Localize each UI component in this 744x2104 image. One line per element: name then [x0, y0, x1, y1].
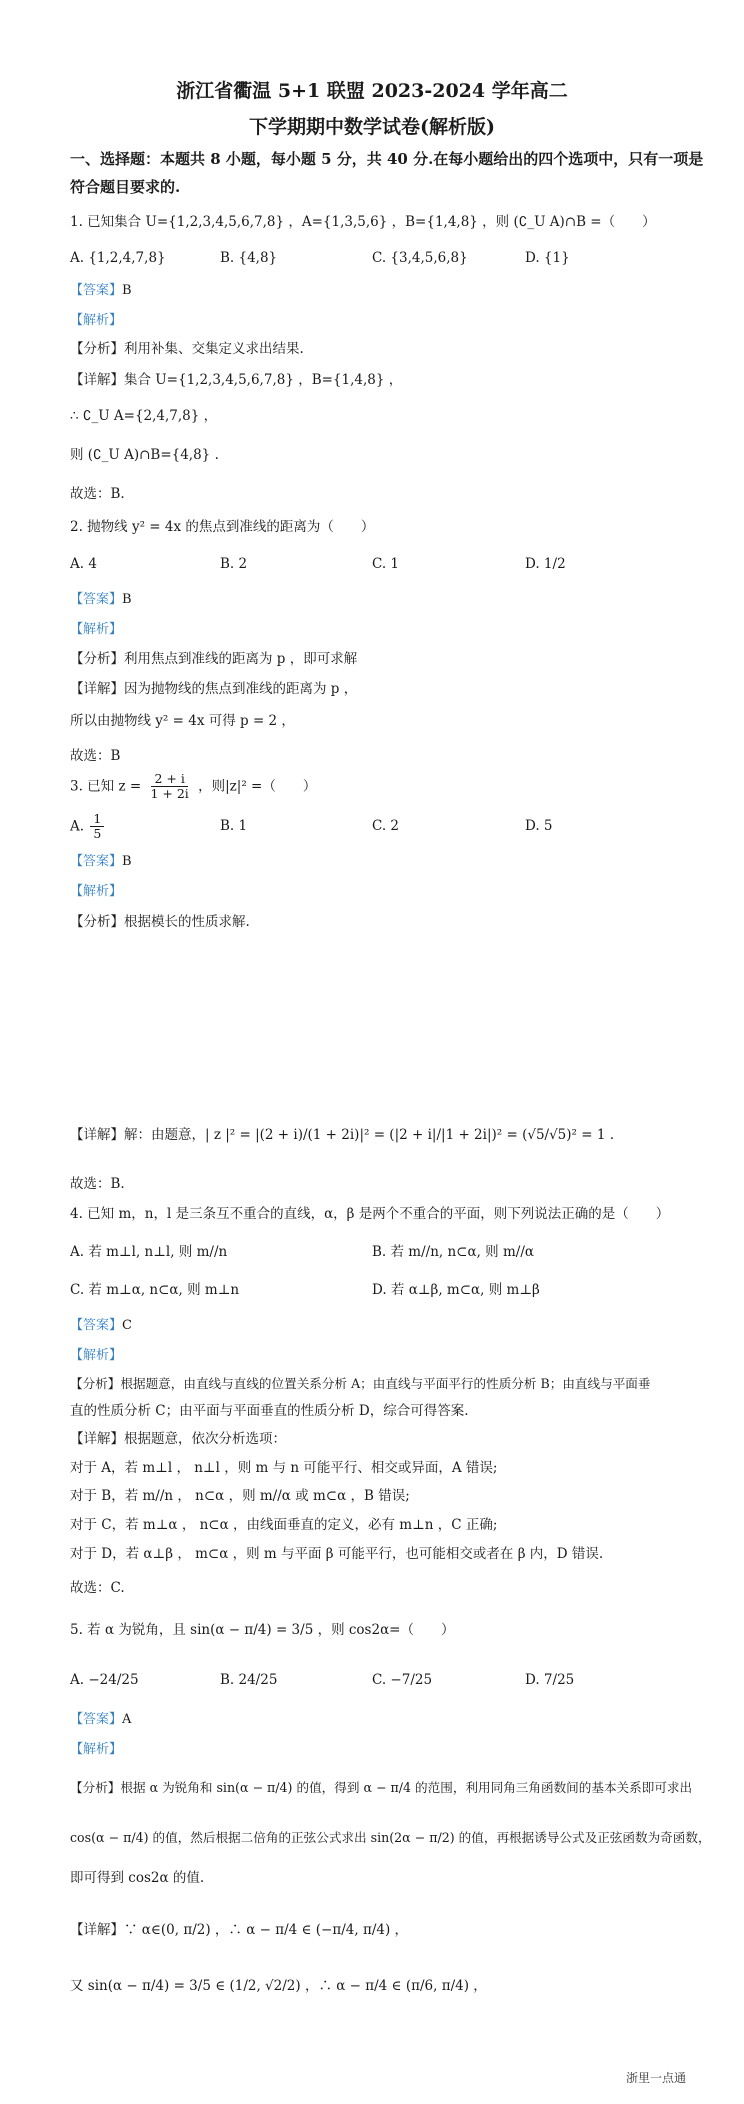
q3-frac-num: 2 + i — [151, 772, 187, 787]
q5-option-a: A. −24/25 — [70, 1672, 139, 1688]
q2-stem: 2. 抛物线 y² = 4x 的焦点到准线的距离为（ ） — [70, 519, 375, 535]
q5-answer: A — [122, 1712, 132, 1727]
q4-analysis-label: 【解析】 — [70, 1348, 123, 1363]
q3-option-b: B. 1 — [220, 818, 248, 834]
q4-option-b: B. 若 m//n, n⊂α, 则 m//α — [372, 1244, 534, 1260]
q3-option-c: C. 2 — [372, 818, 400, 834]
q3-option-a-label: A. — [70, 818, 85, 835]
q3-option-a-den: 5 — [93, 826, 102, 842]
q4-answer-row — [70, 1318, 132, 1334]
q2-step1: 所以由抛物线 y² = 4x 可得 p = 2 ， — [70, 713, 295, 729]
q3-option-a — [70, 812, 106, 842]
q1-stem: 1. 已知集合 U={1,2,3,4,5,6,7,8} ，A={1,3,5,6} ，B={1,4,8} ，则 (∁_U A)∩B =（ ） — [70, 214, 656, 230]
q3-fraction — [147, 772, 191, 802]
q4-analysis-c: 对于 C，若 m⊥α ， n⊂α ，由线面垂直的定义，必有 m⊥n ，C 正确; — [70, 1517, 498, 1533]
q5-analysis-label: 【解析】 — [70, 1742, 123, 1757]
q2-answer-row — [70, 592, 132, 608]
q5-option-c: C. −7/25 — [372, 1672, 433, 1688]
q1-option-a: A. {1,2,4,7,8} — [70, 250, 166, 266]
q3-conclusion: 故选：B. — [70, 1176, 125, 1192]
q1-answer-row — [70, 283, 132, 299]
q1-step2: 则 (∁_U A)∩B={4,8} . — [70, 447, 219, 463]
q5-answer-row — [70, 1712, 131, 1728]
section-header-line2: 符合题目要求的. — [70, 178, 181, 196]
q4-analysis-d: 对于 D，若 α⊥β ， m⊂α ，则 m 与平面 β 可能平行，也可能相交或者在 β 内，D 错误. — [70, 1546, 604, 1562]
answer-label: 【答案】 — [70, 1712, 123, 1727]
answer-label: 【答案】 — [70, 592, 123, 607]
q2-analysis-label: 【解析】 — [70, 622, 123, 637]
q5-option-d: D. 7/25 — [525, 1672, 575, 1688]
q1-step1: ∴ ∁_U A={2,4,7,8} ， — [70, 408, 218, 424]
q3-option-d: D. 5 — [525, 818, 553, 834]
q3-analysis-label: 【解析】 — [70, 884, 123, 899]
q3-answer: B — [122, 854, 132, 869]
q5-fenxi-line3: 即可得到 cos2α 的值. — [70, 1870, 205, 1886]
q2-conclusion: 故选：B — [70, 748, 121, 764]
q1-fenxi: 【分析】利用补集、交集定义求出结果. — [70, 341, 304, 357]
q1-xiangjie: 【详解】集合 U={1,2,3,4,5,6,7,8} ，B={1,4,8} ， — [70, 372, 403, 388]
q5-fenxi-line2: cos(α − π/4) 的值，然后根据二倍角的正弦公式求出 sin(2α − π/2) 的值，再根据诱导公式及正弦函数为奇函数， — [70, 1830, 711, 1845]
q5-xiangjie: 【详解】∵ α∈(0, π/2) ，∴ α − π/4 ∈ (−π/4, π/4) ， — [70, 1922, 409, 1938]
q1-option-c: C. {3,4,5,6,8} — [372, 250, 468, 266]
q4-option-c: C. 若 m⊥α, n⊂α, 则 m⊥n — [70, 1282, 240, 1298]
q5-stem: 5. 若 α 为锐角，且 sin(α − π/4) = 3/5 ，则 cos2α=（ ） — [70, 1622, 455, 1638]
q3-stem — [70, 772, 316, 802]
q2-option-b: B. 2 — [220, 556, 248, 572]
section-header-line1: 一、选择题：本题共 8 小题，每小题 5 分，共 40 分.在每小题给出的四个选项中，只有一项是 — [70, 150, 704, 168]
q4-stem: 4. 已知 m，n，l 是三条互不重合的直线，α，β 是两个不重合的平面，则下列说法正确的是（ ） — [70, 1206, 670, 1222]
q4-option-a: A. 若 m⊥l, n⊥l, 则 m//n — [70, 1244, 228, 1260]
q1-option-b: B. {4,8} — [220, 250, 278, 266]
q2-fenxi: 【分析】利用焦点到准线的距离为 p ，即可求解 — [70, 651, 358, 667]
q4-answer: C — [122, 1318, 132, 1333]
q4-fenxi-line1: 【分析】根据题意，由直线与直线的位置关系分析 A；由直线与平面平行的性质分析 B；由直线与平面垂 — [70, 1376, 651, 1391]
q2-option-d: D. 1/2 — [525, 556, 566, 572]
q5-step1: 又 sin(α − π/4) = 3/5 ∈ (1/2, √2/2) ，∴ α − π/4 ∈ (π/6, π/4) ， — [70, 1978, 487, 1994]
q2-answer: B — [122, 592, 132, 607]
q4-analysis-a: 对于 A，若 m⊥l ， n⊥l ，则 m 与 n 可能平行、相交或异面，A 错误; — [70, 1460, 498, 1476]
q3-option-a-num: 1 — [90, 812, 104, 827]
q5-fenxi-line1: 【分析】根据 α 为锐角和 sin(α − π/4) 的值，得到 α − π/4 的范围，利用同角三角函数间的基本关系即可求出 — [70, 1780, 693, 1795]
doc-title-line2: 下学期期中数学试卷(解析版) — [249, 116, 495, 138]
q4-fenxi-line2: 直的性质分析 C；由平面与平面垂直的性质分析 D，综合可得答案. — [70, 1403, 469, 1419]
q3-option-a-frac — [90, 812, 104, 842]
doc-title-line1: 浙江省衢温 5+1 联盟 2023-2024 学年高二 — [176, 80, 568, 102]
q3-stem-post: ，则|z|² =（ ） — [198, 778, 317, 795]
answer-label: 【答案】 — [70, 854, 123, 869]
q1-option-d: D. {1} — [525, 250, 570, 266]
q1-answer: B — [122, 283, 132, 298]
page-footer: 浙里一点通 — [625, 2071, 686, 2085]
q2-option-a: A. 4 — [70, 556, 97, 572]
q3-frac-den: 1 + 2i — [150, 786, 189, 802]
q2-xiangjie: 【详解】因为抛物线的焦点到准线的距离为 p ， — [70, 681, 358, 697]
answer-label: 【答案】 — [70, 1318, 123, 1333]
q4-analysis-b: 对于 B，若 m//n ， n⊂α ，则 m//α 或 m⊂α ，B 错误; — [70, 1488, 410, 1504]
q5-option-b: B. 24/25 — [220, 1672, 278, 1688]
q1-conclusion: 故选：B. — [70, 486, 125, 502]
q4-xiangjie: 【详解】根据题意，依次分析选项： — [70, 1431, 286, 1447]
q3-answer-row — [70, 854, 132, 870]
q2-option-c: C. 1 — [372, 556, 400, 572]
q3-stem-pre: 3. 已知 z = — [70, 778, 142, 795]
q4-conclusion: 故选：C. — [70, 1580, 125, 1596]
q3-fenxi: 【分析】根据模长的性质求解. — [70, 914, 250, 930]
q3-xiangjie: 【详解】解：由题意，| z |² = |(2 + i)/(1 + 2i)|² = (|2 + i|/|1 + 2i|)² = (√5/√5)² = 1 . — [70, 1127, 615, 1143]
answer-label: 【答案】 — [70, 283, 123, 298]
q4-option-d: D. 若 α⊥β, m⊂α, 则 m⊥β — [372, 1282, 540, 1298]
q1-analysis-label: 【解析】 — [70, 313, 123, 328]
